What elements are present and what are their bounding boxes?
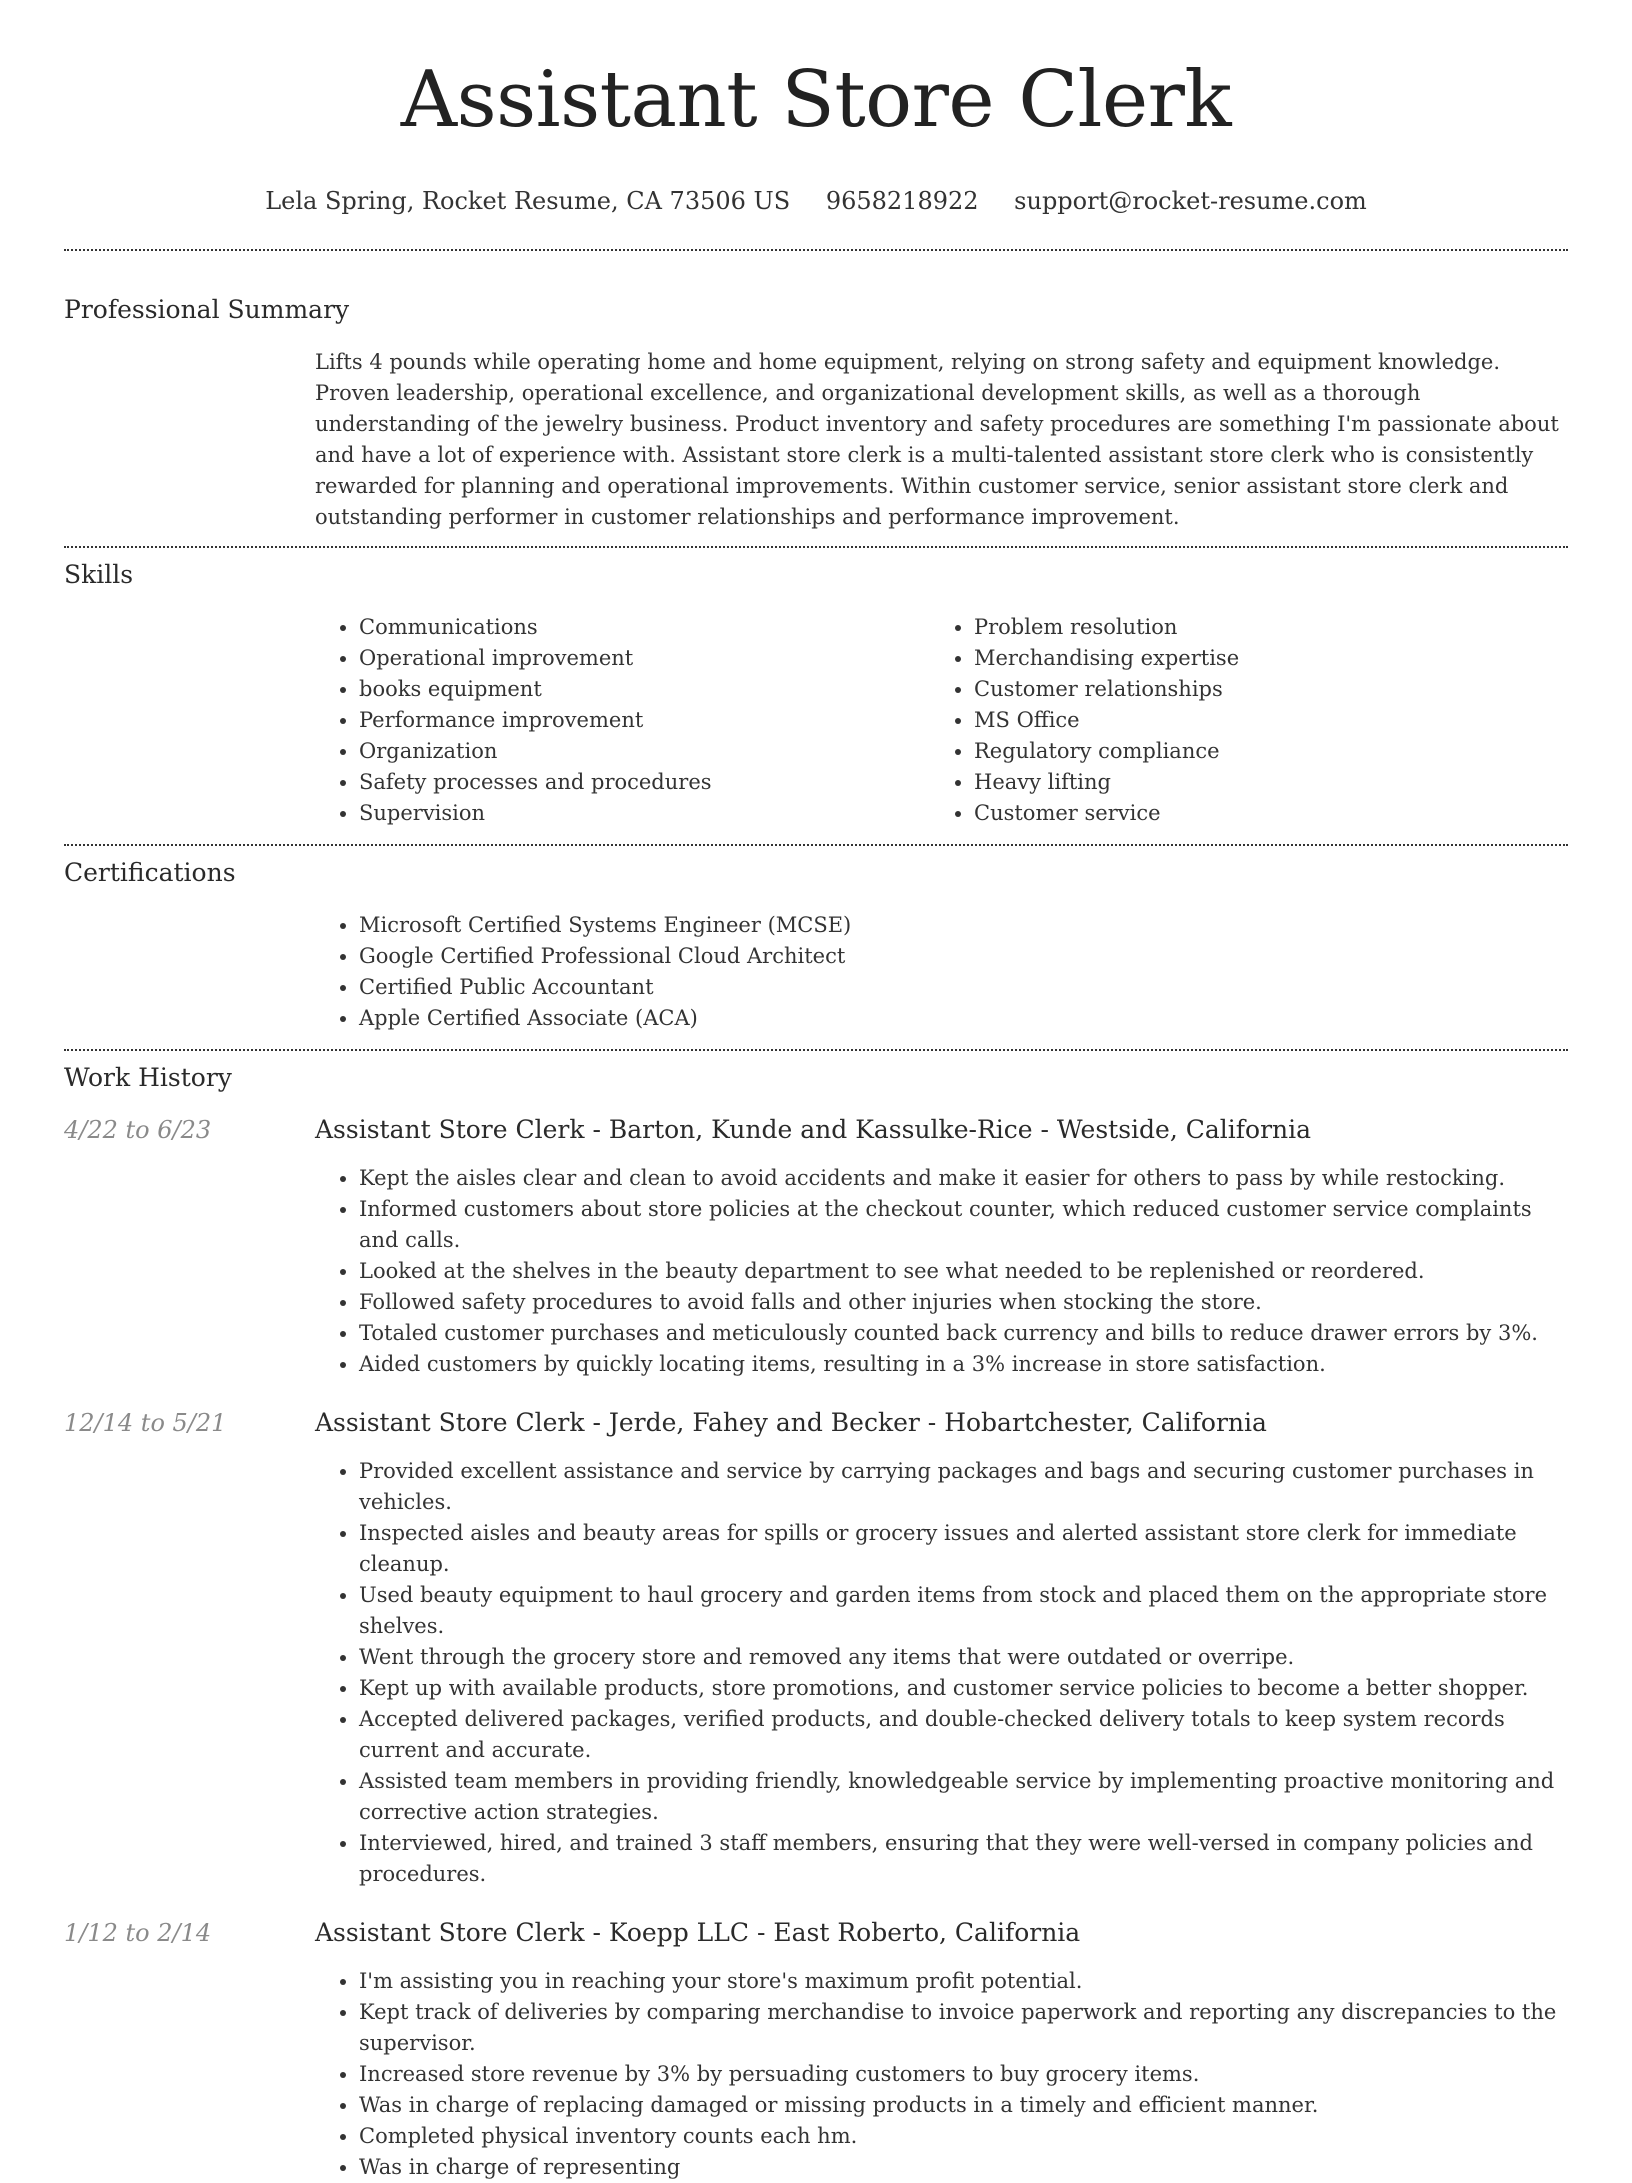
job-bullet: • Looked at the shelves in the beauty department to see what needed to be replenished or reordered. xyxy=(359,1256,1568,1287)
job-bullet: • Assisted team members in providing friendly, knowledgeable service by implementing proactive monitoring and corrective action strategies. xyxy=(359,1766,1568,1828)
divider xyxy=(64,844,1568,846)
skill-item: • Communications xyxy=(359,612,930,643)
skill-item: • Customer relationships xyxy=(974,674,1545,705)
skill-item: • Organization xyxy=(359,736,930,767)
job-bullet: • Followed safety procedures to avoid falls and other injuries when stocking the store. xyxy=(359,1287,1568,1318)
job-bullet: • Interviewed, hired, and trained 3 staff members, ensuring that they were well-versed in company policies and procedures. xyxy=(359,1828,1568,1890)
contact-phone: 9658218922 xyxy=(825,187,979,215)
skills-column-left xyxy=(315,612,930,829)
skill-item: • Regulatory compliance xyxy=(974,736,1545,767)
job-heading: Assistant Store Clerk - Jerde, Fahey and Becker - Hobartchester, California xyxy=(315,1408,1267,1437)
job-entry xyxy=(64,1408,1568,1890)
job-header xyxy=(64,1918,1568,1958)
job-heading: Assistant Store Clerk - Barton, Kunde and Kassulke-Rice - Westside, California xyxy=(315,1115,1312,1144)
skill-item: • Heavy lifting xyxy=(974,767,1545,798)
skill-item: • Customer service xyxy=(974,798,1545,829)
work-section xyxy=(64,1061,1568,2183)
certifications-section xyxy=(64,856,1568,1034)
summary-text: Lifts 4 pounds while operating home and home equipment, relying on strong safety and equipment knowledge. Proven leadership, operational excellence, and organizational development skills, as well as a thorough understanding of the jewelry business. Product inventory and safety procedures are something I'm passionate about and have a lot of experience with. Assistant store clerk is a multi-talented assistant store clerk who is consistently rewarded for planning and operational improvements. Within customer service, senior assistant store clerk and outstanding performer in customer relationships and performance improvement. xyxy=(315,350,1559,529)
skill-item: • Performance improvement xyxy=(359,705,930,736)
resume-name: Assistant Store Clerk xyxy=(400,55,1232,145)
contact-address: Lela Spring, Rocket Resume, CA 73506 US xyxy=(265,187,791,215)
job-entry xyxy=(64,1115,1568,1380)
contact-email: support@rocket-resume.com xyxy=(1014,187,1367,215)
job-bullet: • Was in charge of replacing damaged or missing products in a timely and efficient manner. xyxy=(359,2090,1568,2121)
skill-item: • Safety processes and procedures xyxy=(359,767,930,798)
skill-item: • MS Office xyxy=(974,705,1545,736)
job-header xyxy=(64,1115,1568,1155)
job-heading: Assistant Store Clerk - Koepp LLC - East Roberto, California xyxy=(315,1918,1081,1947)
job-dates: 1/12 to 2/14 xyxy=(64,1919,212,1947)
job-bullet: • I'm assisting you in reaching your store's maximum profit potential. xyxy=(359,1966,1568,1997)
job-header xyxy=(64,1408,1568,1448)
divider xyxy=(64,249,1568,251)
work-title: Work History xyxy=(64,1063,232,1092)
divider xyxy=(64,1049,1568,1051)
job-bullet: • Kept track of deliveries by comparing merchandise to invoice paperwork and reporting any discrepancies to the supervisor. xyxy=(359,1997,1568,2059)
certification-item: • Microsoft Certified Systems Engineer (MCSE) xyxy=(359,910,1568,941)
job-bullet: • Was in charge of representing xyxy=(359,2152,1568,2183)
job-bullet: • Used beauty equipment to haul grocery and garden items from stock and placed them on the appropriate store shelves. xyxy=(359,1580,1568,1642)
job-bullet: • Went through the grocery store and removed any items that were outdated or overripe. xyxy=(359,1642,1568,1673)
skill-item: • Merchandising expertise xyxy=(974,643,1545,674)
certifications-list xyxy=(315,910,1568,1034)
job-dates: 4/22 to 6/23 xyxy=(64,1116,212,1144)
job-bullet: • Aided customers by quickly locating items, resulting in a 3% increase in store satisfaction. xyxy=(359,1349,1568,1380)
job-bullets xyxy=(315,1456,1568,1890)
job-bullet: • Completed physical inventory counts each hm. xyxy=(359,2121,1568,2152)
job-bullet: • Totaled customer purchases and meticulously counted back currency and bills to reduce drawer errors by 3%. xyxy=(359,1318,1568,1349)
skills-title: Skills xyxy=(64,560,134,589)
divider xyxy=(64,546,1568,548)
job-bullet: • Informed customers about store policies at the checkout counter, which reduced customer service complaints and calls. xyxy=(359,1194,1568,1256)
contact-line xyxy=(64,186,1568,216)
certification-item: • Certified Public Accountant xyxy=(359,972,1568,1003)
job-bullet: • Accepted delivered packages, verified products, and double-checked delivery totals to keep system records current and accurate. xyxy=(359,1704,1568,1766)
job-entry xyxy=(64,1918,1568,2183)
job-bullet: • Inspected aisles and beauty areas for spills or grocery issues and alerted assistant store clerk for immediate cleanup. xyxy=(359,1518,1568,1580)
skills-section xyxy=(64,558,1568,829)
skill-item: • Supervision xyxy=(359,798,930,829)
job-bullet: • Increased store revenue by 3% by persuading customers to buy grocery items. xyxy=(359,2059,1568,2090)
job-bullet: • Provided excellent assistance and service by carrying packages and bags and securing customer purchases in vehicles. xyxy=(359,1456,1568,1518)
certification-item: • Google Certified Professional Cloud Architect xyxy=(359,941,1568,972)
summary-section xyxy=(64,293,1568,533)
resume-page xyxy=(64,0,1568,2183)
job-bullet: • Kept the aisles clear and clean to avoid accidents and make it easier for others to pass by while restocking. xyxy=(359,1163,1568,1194)
certification-item: • Apple Certified Associate (ACA) xyxy=(359,1003,1568,1034)
summary-title: Professional Summary xyxy=(64,295,350,324)
skill-item: • books equipment xyxy=(359,674,930,705)
certifications-title: Certifications xyxy=(64,858,236,887)
job-dates: 12/14 to 5/21 xyxy=(64,1409,227,1437)
skill-item: • Problem resolution xyxy=(974,612,1545,643)
job-bullets xyxy=(315,1966,1568,2183)
job-bullet: • Kept up with available products, store promotions, and customer service policies to become a better shopper. xyxy=(359,1673,1568,1704)
skills-list xyxy=(315,612,1568,829)
skill-item: • Operational improvement xyxy=(359,643,930,674)
job-bullets xyxy=(315,1163,1568,1380)
skills-column-right xyxy=(930,612,1545,829)
